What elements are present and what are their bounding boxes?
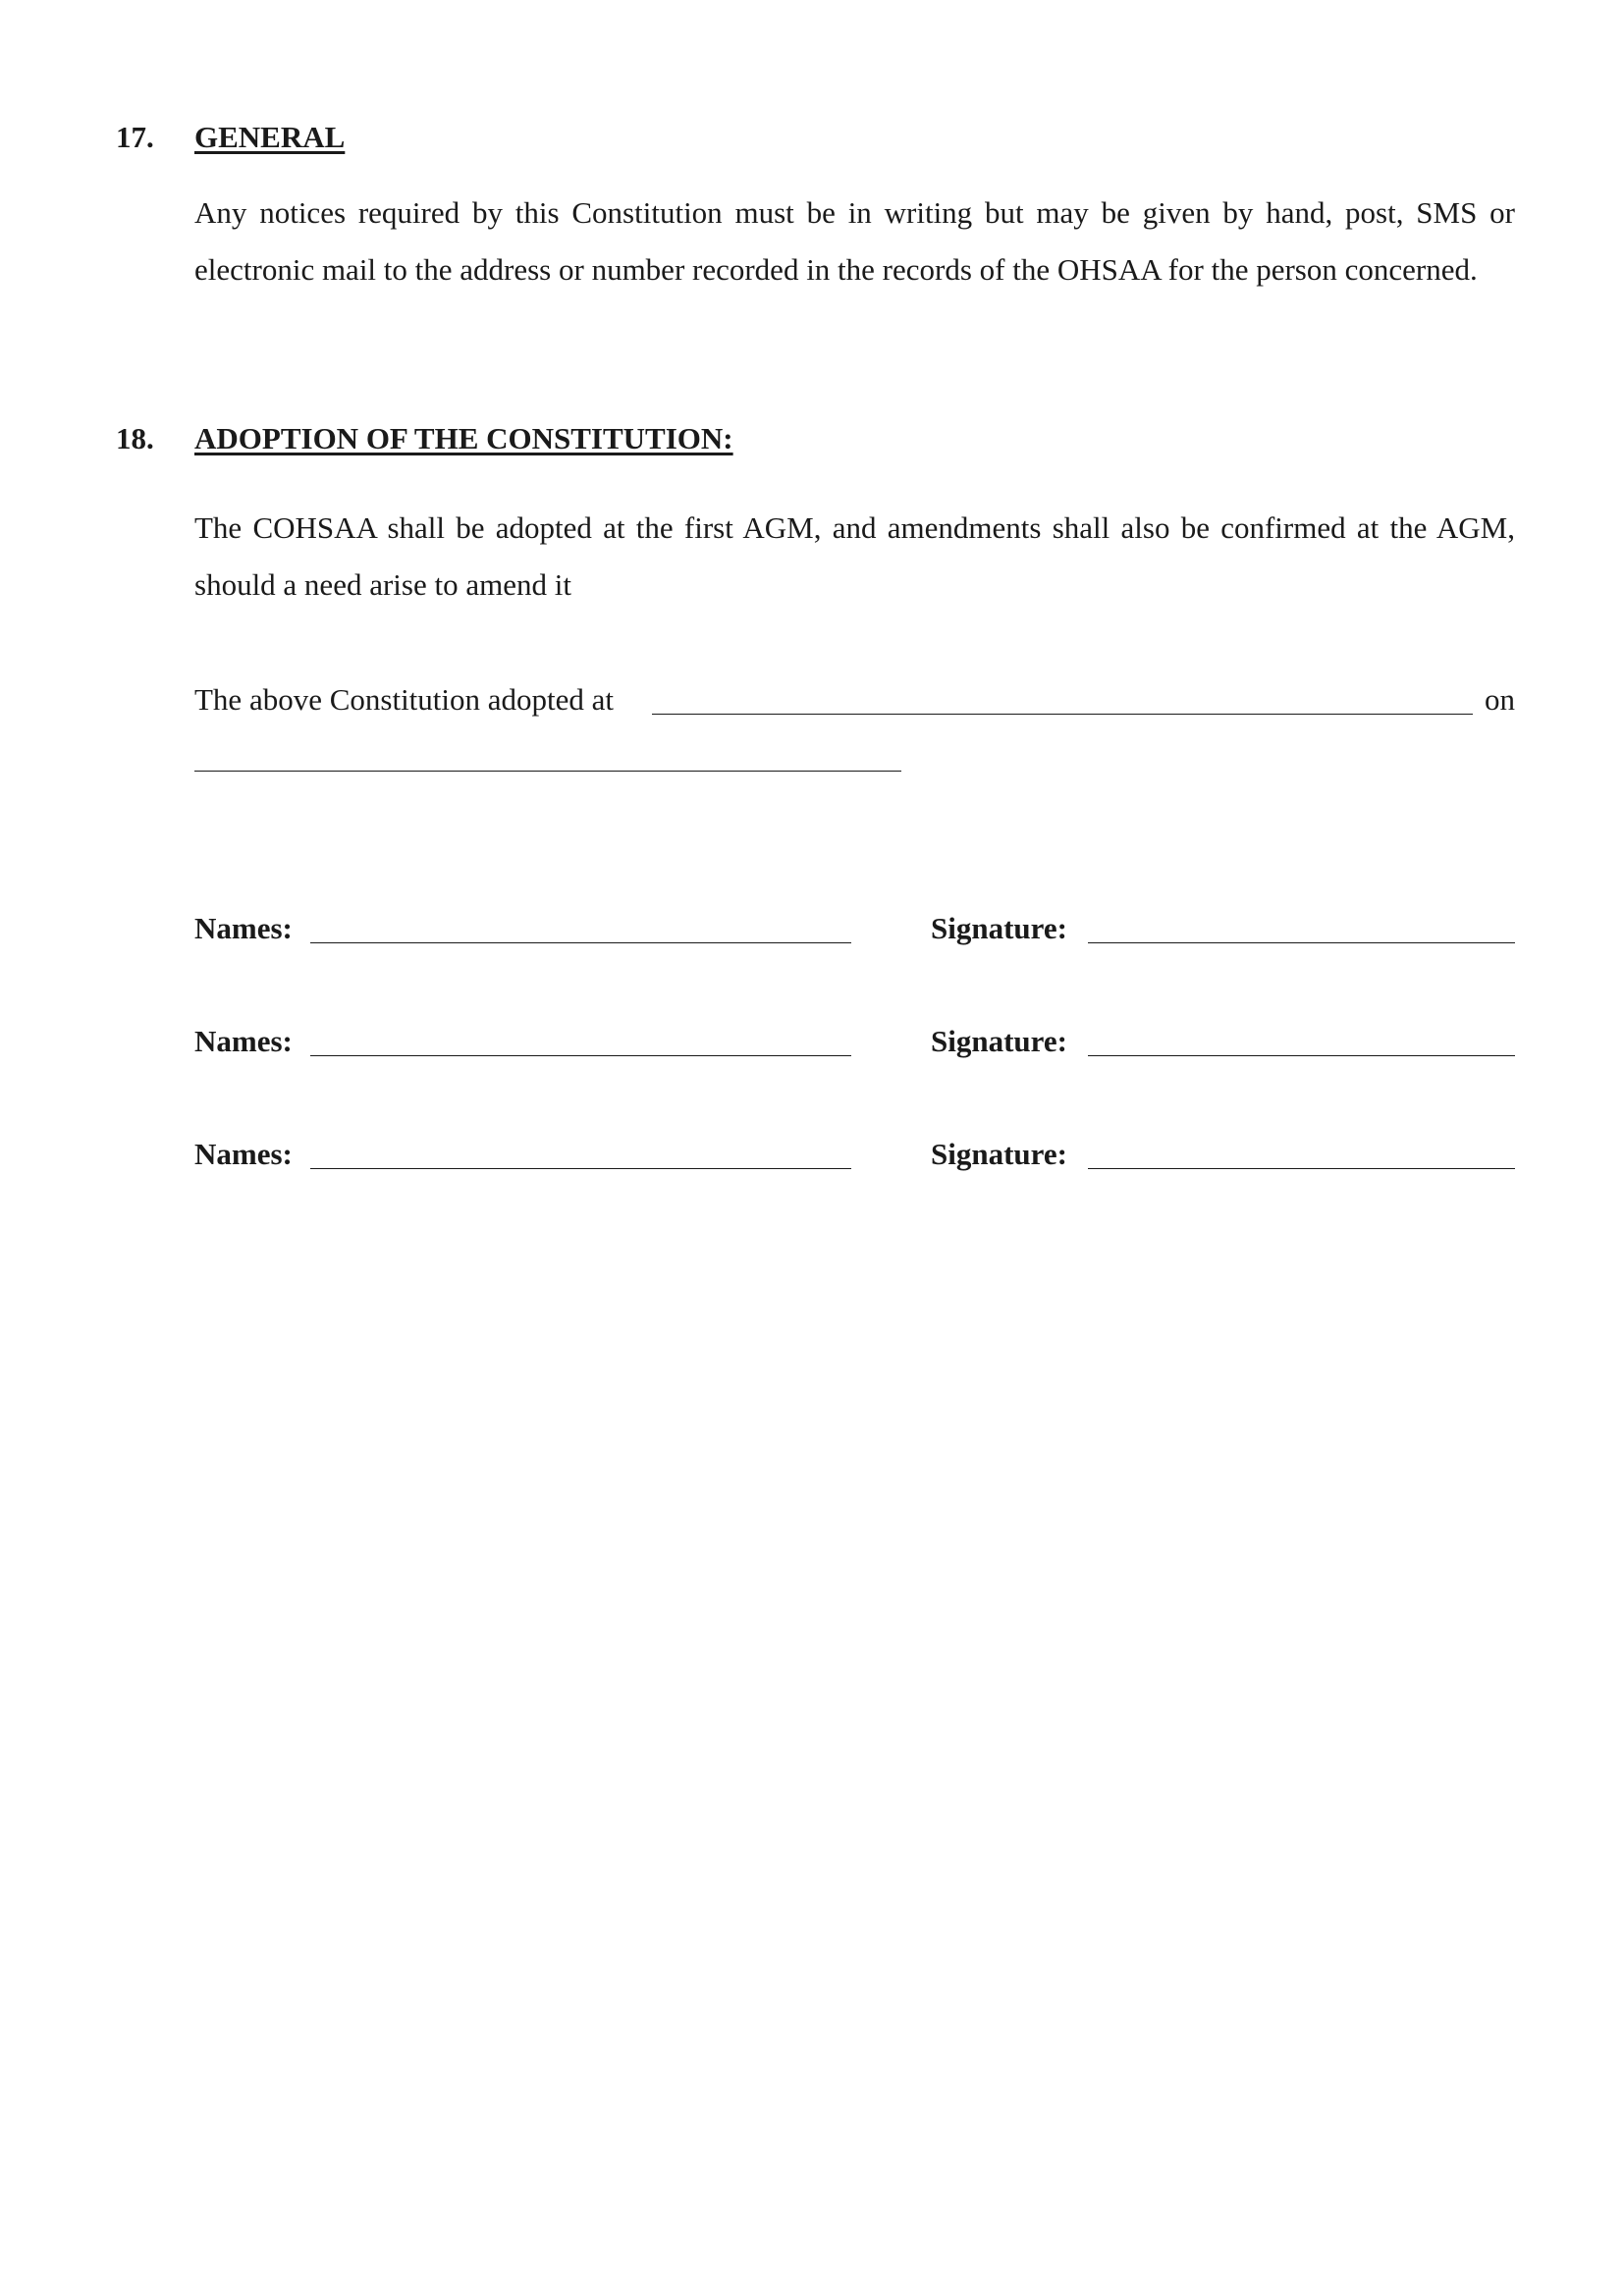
section-17-title: GENERAL: [194, 120, 346, 154]
names-label: Names:: [194, 911, 293, 945]
signature-row: [194, 1135, 1515, 1174]
signature-field[interactable]: [1088, 1055, 1515, 1056]
signature-label: Signature:: [931, 1024, 1067, 1058]
section-18-number: 18.: [116, 421, 154, 455]
names-field[interactable]: [310, 942, 851, 943]
adoption-place-blank[interactable]: [652, 714, 1473, 715]
names-label: Names:: [194, 1024, 293, 1058]
section-18-heading: [116, 419, 733, 458]
names-label: Names:: [194, 1137, 293, 1171]
adoption-date-blank[interactable]: [194, 771, 901, 772]
section-18-title: ADOPTION OF THE CONSTITUTION:: [194, 421, 733, 455]
names-field[interactable]: [310, 1055, 851, 1056]
adoption-prefix: The above Constitution adopted at: [194, 682, 615, 717]
section-17-body: Any notices required by this Constitution must be in writing but may be given by hand, post, SMS or electronic mail to the address or number recorded in the records of the OHSAA for the person concerned.: [194, 195, 1515, 287]
section-17-number: 17.: [116, 120, 154, 154]
signature-field[interactable]: [1088, 942, 1515, 943]
signature-label: Signature:: [931, 911, 1067, 945]
section-18-body: The COHSAA shall be adopted at the first AGM, and amendments shall also be confirmed at the AGM, should a need arise to amend it: [194, 510, 1515, 602]
adoption-suffix: on: [1485, 682, 1515, 717]
signature-row: [194, 909, 1515, 948]
signature-label: Signature:: [931, 1137, 1067, 1171]
section-17-heading: [116, 118, 345, 157]
adoption-statement: [194, 680, 1515, 720]
signature-field[interactable]: [1088, 1168, 1515, 1169]
names-field[interactable]: [310, 1168, 851, 1169]
signature-row: [194, 1022, 1515, 1061]
